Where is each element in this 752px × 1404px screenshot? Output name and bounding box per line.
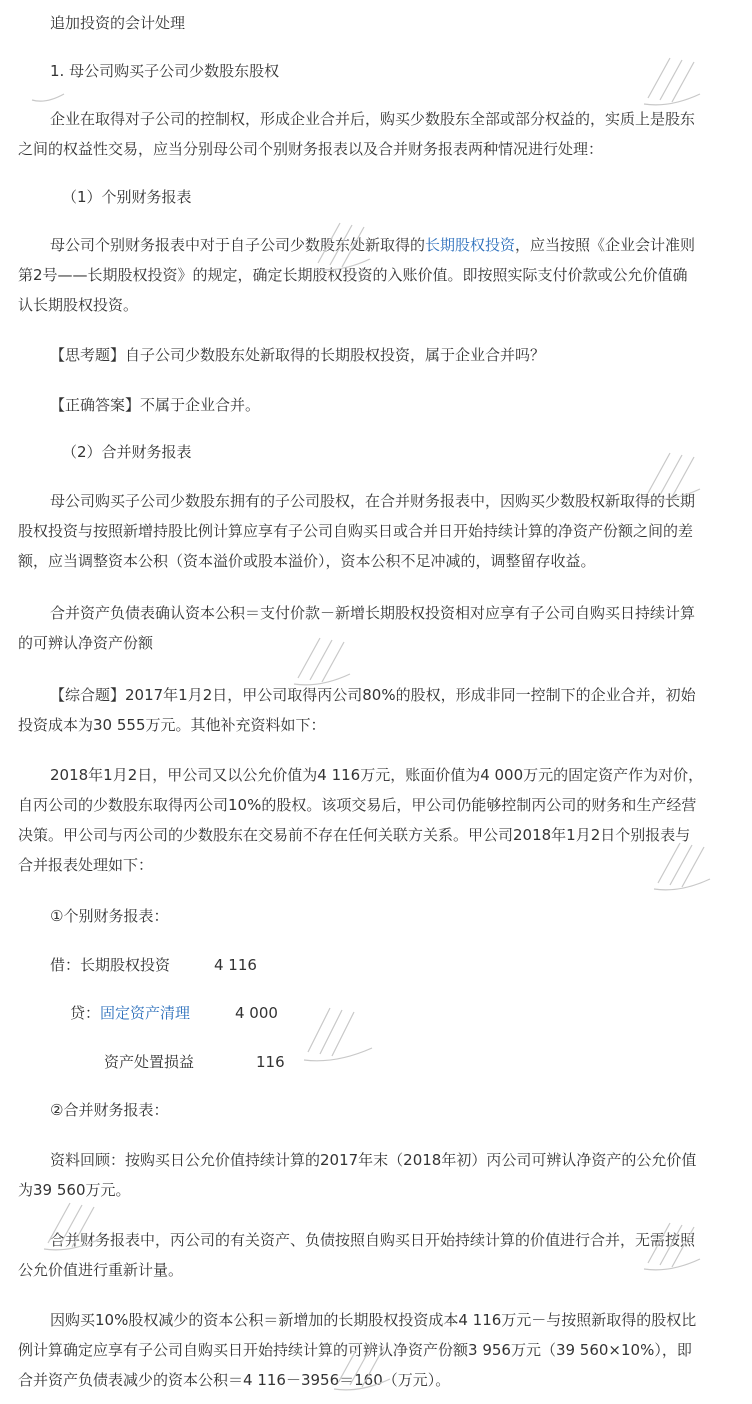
paragraph-text: ，应当按照《企业会计准则 <box>515 236 696 254</box>
case-line: 合并报表处理如下： <box>18 856 154 874</box>
paragraph-line: 额，应当调整资本公积（资本溢价或股本溢价），资本公积不足冲减的，调整留存收益。 <box>18 552 596 570</box>
case-line: 决策。甲公司与丙公司的少数股东在交易前不存在任何关联方关系。甲公司2018年1月2日个别报表与 <box>18 826 691 844</box>
paragraph-text: 母公司个别财务报表中对于自子公司少数股东处新取得的 <box>50 236 426 254</box>
reduce-line: 因购买10%股权减少的资本公积＝新增加的长期股权投资成本4 116万元－与按照新取得的股权比 <box>50 1311 697 1329</box>
subheading-consolidated: （2）合并财务报表 <box>62 443 192 461</box>
merge-line: 合并财务报表中，丙公司的有关资产、负债按照自购买日开始持续计算的价值进行合并，无需按照 <box>50 1231 696 1249</box>
intro-line: 之间的权益性交易，应当分别母公司个别财务报表以及合并财务报表两种情况进行处理： <box>18 140 604 158</box>
debit-label: 借：长期股权投资 <box>50 956 171 974</box>
formula-line: 的可辨认净资产份额 <box>18 634 154 652</box>
subheading-individual: （1）个别财务报表 <box>62 188 192 206</box>
paragraph-line: 股权投资与按照新增持股比例计算应享有子公司自购买日或合并日开始持续计算的净资产份额之间的差 <box>18 522 694 540</box>
watermark-icon <box>640 50 710 110</box>
credit-line <box>70 998 190 1028</box>
credit-prefix: 贷： <box>70 1004 101 1022</box>
correct-answer: 【正确答案】不属于企业合并。 <box>50 396 261 414</box>
case-line: 【综合题】2017年1月2日，甲公司取得丙公司80%的股权，形成非同一控制下的企业合并，初始 <box>50 686 696 704</box>
case-line: 自丙公司的少数股东取得丙公司10%的股权。该项交易后，甲公司仍能够控制丙公司的财务和生产经营 <box>18 796 697 814</box>
review-line: 为39 560万元。 <box>18 1181 131 1199</box>
formula-line: 合并资产负债表确认资本公积＝支付价款－新增长期股权投资相对应享有子公司自购买日持续计算 <box>50 604 696 622</box>
reduce-line: 合并资产负债表减少的资本公积＝4 116－3956＝160（万元）。 <box>18 1371 451 1389</box>
paragraph-line: 认长期股权投资。 <box>18 296 139 314</box>
credit-label-2: 资产处置损益 <box>104 1053 195 1071</box>
individual-statement-title: ①个别财务报表： <box>50 907 169 925</box>
debit-amount: 4 116 <box>214 956 257 974</box>
think-question: 【思考题】自子公司少数股东处新取得的长期股权投资，属于企业合并吗？ <box>50 346 546 364</box>
long-term-equity-link[interactable]: 长期股权投资 <box>425 236 516 254</box>
fixed-asset-clearing-link[interactable]: 固定资产清理 <box>100 1004 191 1022</box>
merge-line: 公允价值进行重新计量。 <box>18 1261 184 1279</box>
case-line: 投资成本为30 555万元。其他补充资料如下： <box>18 716 326 734</box>
case-line: 2018年1月2日，甲公司又以公允价值为4 116万元，账面价值为4 000万元的固定资产作为对价， <box>50 766 704 784</box>
paragraph-line: 第2号——长期股权投资》的规定，确定长期股权投资的入账价值。即按照实际支付价款或公允价值确 <box>18 266 688 284</box>
intro-line: 企业在取得对子公司的控制权，形成企业合并后，购买少数股东全部或部分权益的，实质上是股东 <box>50 110 696 128</box>
credit-amount: 4 000 <box>235 1004 278 1022</box>
review-line: 资料回顾：按购买日公允价值持续计算的2017年末（2018年初）丙公司可辨认净资产的公允价值 <box>50 1151 697 1169</box>
reduce-line: 例计算确定应享有子公司自购买日开始持续计算的可辨认净资产份额3 956万元（39 560×10%），即 <box>18 1341 692 1359</box>
paragraph-line <box>50 230 695 260</box>
consolidated-statement-title: ②合并财务报表： <box>50 1101 169 1119</box>
page-title: 追加投资的会计处理 <box>50 14 186 32</box>
credit-amount-2: 116 <box>256 1053 285 1071</box>
watermark-icon <box>300 1000 380 1070</box>
section-heading: 1. 母公司购买子公司少数股东股权 <box>50 62 280 80</box>
paragraph-line: 母公司购买子公司少数股东拥有的子公司股权，在合并财务报表中，因购买少数股权新取得的长期 <box>50 492 696 510</box>
